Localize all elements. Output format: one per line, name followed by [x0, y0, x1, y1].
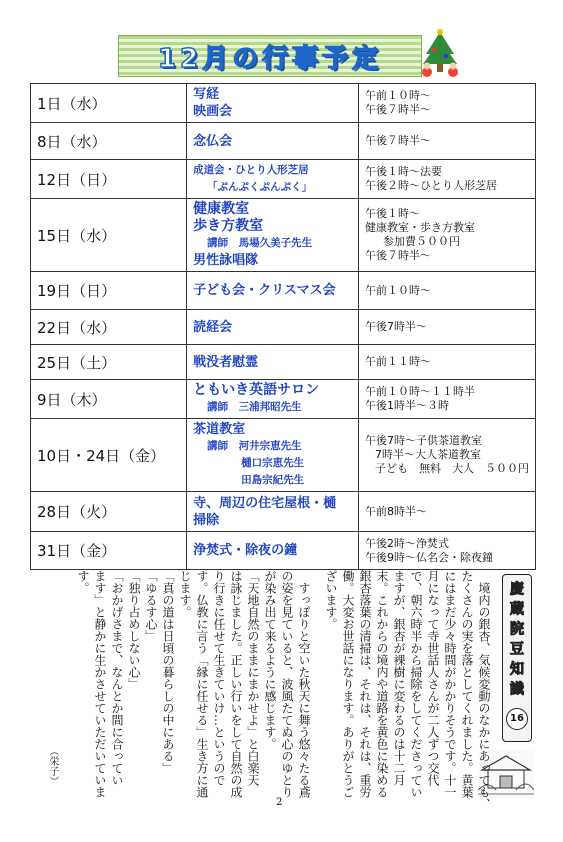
event-lecturer: 講師 河井宗恵先生	[207, 440, 302, 452]
table-row	[31, 345, 536, 380]
event-name: 茶道教室	[193, 422, 246, 437]
column-text-line: たくさんの実を落としてくれました。黄葉	[460, 570, 474, 798]
event-date: 28日（火）	[31, 492, 187, 532]
event-date: 1日（水）	[31, 84, 187, 123]
event-time: 午前１０時～	[365, 283, 431, 297]
event-date: 10日・24日（金）	[31, 419, 187, 492]
event-time: 午後1時半～３時	[365, 399, 449, 412]
event-time: 午前１１時～	[365, 355, 431, 368]
event-date: 8日（水）	[31, 123, 187, 160]
column-text-line: ます」と静かに生かさせていただいていま	[93, 570, 107, 798]
event-date: 19日（日）	[31, 272, 187, 310]
title-banner	[118, 35, 422, 77]
column-text-line: 銀杏落葉の清掃は、それは、それは、重労	[358, 570, 372, 798]
event-time: 午後7時～子供茶道教室	[365, 434, 482, 447]
event-name: 健康教室	[193, 201, 250, 217]
column-title: 慶蔵院豆知識	[508, 581, 524, 701]
event-time: 午後9時～仏名会・除夜鐘	[365, 550, 493, 564]
event-time: 午前１０時～	[365, 89, 431, 102]
column-text-line: で、朝六時半から掃除をしてくださってい	[409, 570, 423, 798]
event-lecturer: 田島宗紀先生	[241, 474, 305, 486]
page-title: 12月の行事予定	[157, 44, 383, 74]
event-name: 掃除	[193, 512, 220, 528]
table-row	[31, 492, 536, 532]
column-text-line: 「天地自然のままにまかせよ」と白楽天	[246, 570, 260, 786]
table-row	[31, 380, 536, 419]
table-row	[31, 532, 536, 570]
column-text-line: にはまだ少々時間がかかりそうです。十一	[443, 570, 457, 798]
event-name: 読経会	[193, 319, 233, 335]
event-date: 12日（日）	[31, 160, 187, 199]
column-text-line: じます。	[178, 570, 192, 618]
column-number: 16	[506, 708, 528, 730]
column-text-line: は詠じました。正しい行いをして自然の成	[229, 570, 243, 798]
column-text-line: 末。これからの境内や道路を黄色に染める	[375, 570, 389, 798]
column-text-line: ざいます。	[324, 570, 338, 630]
column-text-line: 月になって寺世話人さんが二人ずつ交代	[426, 570, 440, 786]
event-name: 成道会・ひとり人形芝居	[193, 164, 309, 176]
column-text-line: 「独り占めしない心」	[127, 570, 141, 690]
event-time: 午前１０時～１１時半	[365, 385, 475, 398]
event-name: 写経	[193, 87, 220, 102]
event-time: 午後１時～法要	[365, 165, 442, 178]
column-text-line: す。仏教に言う「縁に任せる」生き方に通	[195, 570, 209, 798]
event-name: 男性詠唱隊	[193, 253, 259, 268]
event-date: 25日（土）	[31, 345, 187, 380]
event-lecturer: 樋口宗恵先生	[241, 457, 305, 469]
event-time: 午後１時～	[365, 207, 420, 220]
column-text-line: の姿を見ていると、波風たてぬ心のゆとり	[280, 570, 294, 798]
column-text-line: 働。大変お世話になります。ありがとうご	[341, 570, 355, 798]
event-fee: 参加費５００円	[383, 235, 460, 248]
event-date: 9日（木）	[31, 380, 187, 419]
column-text-line: ますが、銀杏が裸樹に変わるのは十二月	[392, 570, 406, 786]
table-row	[31, 419, 536, 492]
event-time: 午後7時半～	[365, 320, 427, 333]
event-name: 寺、周辺の住宅屋根・樋	[193, 495, 337, 511]
event-time: 健康教室・歩き方教室	[365, 221, 475, 234]
event-name: 念仏会	[193, 133, 233, 149]
column-text-line: が染み出て来るように感じます。	[263, 570, 277, 750]
event-lecturer: 講師 三浦邦昭先生	[207, 401, 302, 413]
christmas-tree-illustration	[418, 28, 462, 78]
event-fee: 子ども 無料 大人 ５００円	[375, 462, 529, 475]
event-name: ともいき英語サロン	[193, 382, 320, 398]
column-text-line: 「真の道は日頃の暮らしの中にある」	[161, 570, 175, 774]
column-text-line: すっぽりと空いた秋天に舞う悠々たる鳶	[297, 570, 311, 798]
event-date: 15日（水）	[31, 199, 187, 272]
event-time: 午後７時半～	[365, 103, 431, 116]
event-time: 午後７時半～	[365, 249, 431, 262]
event-time: 午前8時半～	[365, 504, 427, 518]
event-lecturer: 講師 馬場久美子先生	[207, 237, 313, 249]
event-time: 7時半～大人茶道教室	[375, 448, 481, 461]
event-name: 映画会	[193, 104, 233, 119]
column-section	[30, 568, 536, 808]
table-row	[31, 123, 536, 160]
event-time: 午後2時～浄焚式	[365, 536, 449, 550]
event-date: 22日（水）	[31, 310, 187, 345]
page-number: 2	[276, 797, 283, 808]
table-row	[31, 160, 536, 199]
column-text-line: 「おかげさまで、なんとか間に合ってい	[110, 570, 124, 786]
column-text-line: 「ゆるす心」	[144, 570, 158, 642]
schedule-table	[30, 83, 536, 570]
column-text-line: り行きに任せて生きていけ…というので	[212, 570, 226, 786]
column-text-line: す。	[76, 570, 90, 594]
column-text-line: 境内の銀杏、気候変動のなかにあっても、	[477, 570, 491, 810]
event-name: 歩き方教室	[193, 218, 264, 234]
table-row	[31, 272, 536, 310]
event-time: 午後７時半～	[365, 134, 431, 147]
event-name: 子ども会・クリスマス会	[193, 283, 336, 298]
event-name: 浄焚式・除夜の鐘	[193, 543, 298, 558]
table-row	[31, 310, 536, 345]
table-row	[31, 84, 536, 123]
event-subtitle: 「ぷんぷくぷんぷく」	[207, 181, 313, 193]
table-row	[31, 199, 536, 272]
event-time: 午後２時～ひとり人形芝居	[365, 179, 497, 192]
event-date: 31日（金）	[31, 532, 187, 570]
event-name: 戦没者慰霊	[193, 354, 259, 370]
column-signature: （栄子）	[47, 746, 58, 786]
